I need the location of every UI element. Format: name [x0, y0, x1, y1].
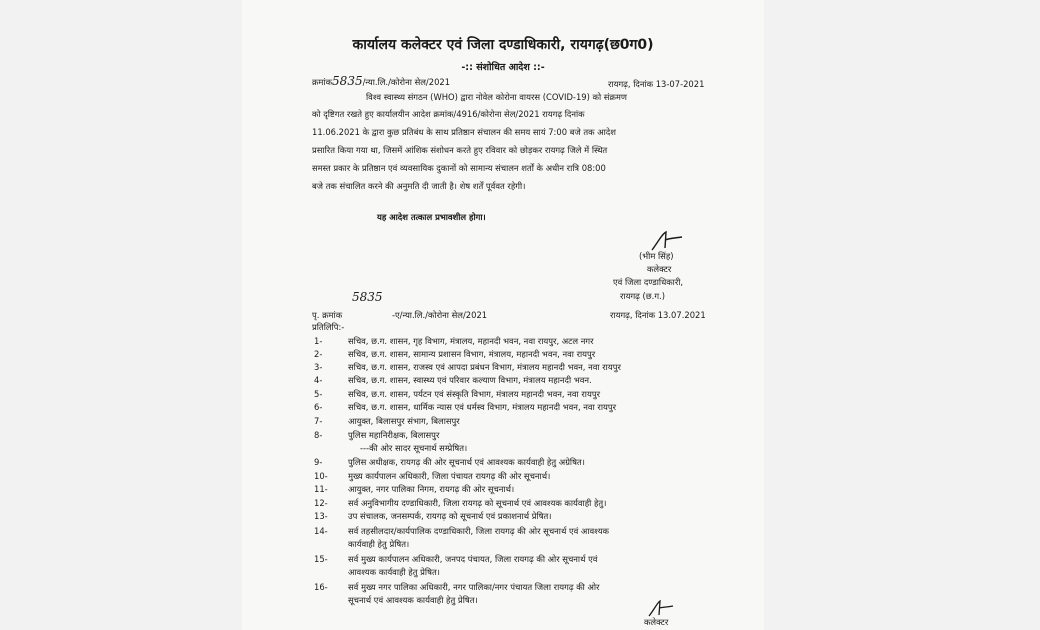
endorsement-ref-suffix: -ए/न्या.लि./कोरोना सेल/2021 — [392, 310, 488, 320]
recipient-number: 4- — [314, 375, 323, 385]
recipient-line: सर्व मुख्य नगर पालिका अधिकारी, नगर पालिका/नगर पंचायत जिला रायगढ़ की ओर — [348, 582, 600, 592]
ref-suffix: /न्या.लि./कोरोना सेल/2021 — [362, 77, 451, 87]
body-line: विश्व स्वास्थ्य संगठन (WHO) द्वारा नोवेल कोरोना वायरस (COVID-19) को संक्रमण — [366, 92, 627, 102]
recipient-line: आयुक्त, बिलासपुर संभाग, बिलासपुर — [348, 416, 460, 426]
signatory-title: एवं जिला दण्डाधिकारी, — [613, 277, 684, 287]
body-line: समस्त प्रकार के प्रतिष्ठान एवं व्यवसायिक दुकानों को सामान्य संचालन शर्तों के अधीन रात्रि 08:00 — [312, 163, 606, 173]
endorsement-ref-prefix: पृ. क्रमांक — [312, 310, 343, 320]
recipient-number: 8- — [314, 430, 323, 440]
document-page — [242, 0, 764, 630]
body-line: प्रसारित किया गया था, जिसमें आंशिक संशोधन करते हुए रविवार को छोड़कर रायगढ़ जिले में स्थित — [312, 145, 608, 155]
copy-label: प्रतिलिपि:- — [312, 322, 345, 332]
signatory-title: रायगढ़ (छ.ग.) — [620, 291, 665, 301]
endorsement-number-handwritten: 5835 — [352, 290, 383, 304]
recipient-line: उप संचालक, जनसम्पर्क, रायगढ़ को सूचनार्थ एवं प्रकाशनार्थ प्रेषित। — [348, 511, 552, 521]
recipient-line: सचिव, छ.ग. शासन, पर्यटन एवं संस्कृति विभाग, मंत्रालय महानदी भवन, नवा रायपुर — [348, 389, 601, 399]
recipient-line: सर्व मुख्य कार्यपालन अधिकारी, जनपद पंचायत, जिला रायगढ़ की ओर सूचनार्थ एवं — [348, 554, 598, 564]
recipient-line: सचिव, छ.ग. शासन, स्वास्थ्य एवं परिवार कल्याण विभाग, मंत्रालय महानदी भवन. — [348, 375, 592, 385]
recipient-number: 11- — [314, 484, 328, 494]
body-line: 11.06.2021 के द्वारा कुछ प्रतिबंध के साथ प्रतिष्ठान संचालन की समय सायं 7:00 बजे तक आदेश — [312, 127, 616, 137]
recipient-number: 6- — [314, 402, 323, 412]
recipient-number: 1- — [314, 336, 323, 346]
collector-title-footer: कलेक्टर — [644, 617, 669, 627]
recipient-line: पुलिस अधीक्षक, रायगढ़ की ओर सूचनार्थ एवं आवश्यक कार्यवाही हेतु अग्रेषित। — [348, 457, 585, 467]
recipient-number: 9- — [314, 457, 323, 467]
recipient-number: 16- — [314, 582, 328, 592]
recipient-line: सर्व अनुविभागीय दण्डाधिकारी, जिला रायगढ़ को सूचनार्थ एवं आवश्यक कार्यवाही हेतु। — [348, 498, 607, 508]
recipient-number: 12- — [314, 498, 328, 508]
recipient-line: सर्व तहसीलदार/कार्यपालिक दण्डाधिकारी, जिला रायगढ़ की ओर सूचनार्थ एवं आवश्यक — [348, 526, 609, 536]
body-line: को दृष्टिगत रखते हुए कार्यालयीन आदेश क्रमांक/4916/कोरोना सेल/2021 रायगढ़ दिनांक — [312, 109, 585, 119]
endorsement-place-date: रायगढ़, दिनांक 13.07.2021 — [610, 310, 706, 320]
ref-number-handwritten: 5835 — [332, 74, 363, 88]
recipient-line: आयुक्त, नगर पालिका निगम, रायगढ़ की ओर सूचनार्थ। — [348, 484, 515, 494]
recipient-line: मुख्य कार्यपालन अधिकारी, जिला पंचायत रायगढ़ की ओर सूचनार्थ। — [348, 471, 551, 481]
order-reference — [312, 76, 450, 88]
recipient-line: सचिव, छ.ग. शासन, गृह विभाग, मंत्रालय, महानदी भवन, नवा रायपुर, अटल नगर — [348, 336, 594, 346]
recipient-number: 3- — [314, 362, 323, 372]
recipient-line: सचिव, छ.ग. शासन, सामान्य प्रशासन विभाग, मंत्रालय, महानदी भवन, नवा रायपुर — [348, 349, 596, 359]
recipient-line: सचिव, छ.ग. शासन, राजस्व एवं आपदा प्रबंधन विभाग, मंत्रालय महानदी भवन, नवा रायपुर — [348, 362, 621, 372]
ref-prefix: क्रमांक — [312, 77, 333, 87]
recipient-line: कार्यवाही हेतु प्रेषित। — [348, 539, 410, 549]
body-line: बजे तक संचालित करने की अनुमति दी जाती है। शेष शर्तें पूर्ववत रहेगी। — [312, 181, 526, 191]
recipient-line: पुलिस महानिरीक्षक, बिलासपुर — [348, 430, 440, 440]
recipient-number: 2- — [314, 349, 323, 359]
recipient-number: 10- — [314, 471, 328, 481]
office-title: कार्यालय कलेक्टर एवं जिला दण्डाधिकारी, रायगढ़(छ0ग0) — [352, 37, 654, 53]
recipient-line: सचिव, छ.ग. शासन, धार्मिक न्यास एवं धर्मस्व विभाग, मंत्रालय महानदी भवन, नवा रायपुर — [348, 402, 617, 412]
effect-statement: यह आदेश तत्काल प्रभावशील होगा। — [377, 212, 486, 222]
recipient-number: 14- — [314, 526, 328, 536]
signatory-name: (भीम सिंह) — [639, 251, 674, 261]
recipient-number: 15- — [314, 554, 328, 564]
recipient-number: 5- — [314, 389, 323, 399]
recipient-line: सूचनार्थ एवं आवश्यक कार्यवाही हेतु प्रेषित। — [348, 595, 478, 605]
order-place-date: रायगढ़, दिनांक 13-07-2021 — [608, 79, 705, 89]
recipient-line: ---की ओर सादर सूचनार्थ सम्प्रेषित। — [360, 443, 468, 453]
order-subtitle: -:: संशोधित आदेश ::- — [461, 62, 545, 73]
signatory-title: कलेक्टर — [647, 264, 672, 274]
recipient-line: आवश्यक कार्यवाही हेतु प्रेषित। — [348, 567, 440, 577]
recipient-number: 7- — [314, 416, 323, 426]
recipient-number: 13- — [314, 511, 328, 521]
